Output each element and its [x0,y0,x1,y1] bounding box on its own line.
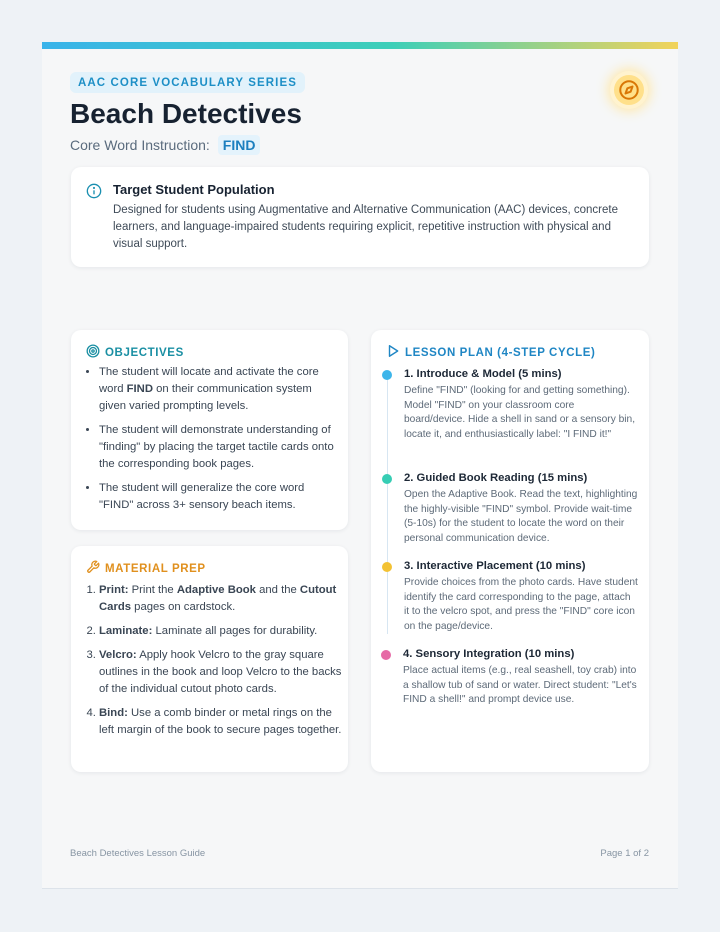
subtitle [70,135,260,155]
step-title: 4. Sensory Integration (10 mins) [403,648,575,660]
lesson-header [386,344,595,361]
objectives-heading: OBJECTIVES [105,346,184,359]
objective-item: • The student will demonstrate understanding of "finding" by placing the target tactile cards onto the corresponding book pages. [99,422,339,473]
material-list [84,582,344,746]
target-icon [86,344,105,361]
step-title: 1. Introduce & Model (5 mins) [404,368,562,380]
compass-icon [614,75,644,105]
material-item: 4. Bind: Use a comb binder or metal rings on the left margin of the book to secure pages together. [99,705,344,739]
lesson-page [42,42,678,889]
step-dot [381,650,391,660]
material-item: 2. Laminate: Laminate all pages for durability. [99,623,344,640]
objectives-list [84,364,339,521]
step-dot [382,474,392,484]
play-icon [386,344,405,361]
series-badge: AAC CORE VOCABULARY SERIES [70,72,305,93]
core-word-badge: FIND [218,135,261,155]
target-heading: Target Student Population [113,182,275,197]
material-header [86,560,206,577]
objectives-card [71,330,348,530]
step-text: Open the Adaptive Book. Read the text, highlighting the highly-visible "FIND" symbol. Provide wait-time (5-10s) for the student to locate the word on their personal communication device. [404,489,638,544]
info-icon [86,183,102,204]
target-body: Designed for students using Augmentative and Alternative Communication (AAC) devices, concrete learners, and language-impaired students requiring explicit, repetitive instruction with physical and visual support. [113,204,618,250]
objectives-header [86,344,184,361]
material-item: 3. Velcro: Apply hook Velcro to the gray square outlines in the book and loop Velcro to the backs of the individual cutout photo cards. [99,647,344,698]
step-text: Provide choices from the photo cards. Have student identify the card corresponding to the page, attach it to the velcro spot, and press the "FIND" core icon on the page/device. [404,577,638,632]
timeline-line [387,374,388,634]
objective-item: • The student will generalize the core word "FIND" across 3+ sensory beach items. [99,480,339,514]
footer-guide-title: Beach Detectives Lesson Guide [70,848,206,859]
subtitle-prefix: Core Word Instruction: [70,137,210,153]
material-heading: MATERIAL PREP [105,562,206,575]
lesson-heading: LESSON PLAN (4-STEP CYCLE) [405,346,596,359]
gradient-top-bar [42,42,678,49]
step-dot [382,370,392,380]
lesson-plan-card [371,330,649,772]
objective-item: • The student will locate and activate the core word FIND on their communication system given varied prompting levels. [99,364,339,415]
wrench-icon [86,560,105,577]
target-population-card [71,167,649,267]
page-title: Beach Detectives [70,98,302,129]
step-dot [382,562,392,572]
material-prep-card [71,546,348,772]
material-item: 1. Print: Print the Adaptive Book and the Cutout Cards pages on cardstock. [99,582,344,616]
footer-page-number: Page 1 of 2 [600,848,649,859]
step-title: 3. Interactive Placement (10 mins) [404,560,586,572]
step-text: Place actual items (e.g., real seashell, toy crab) into a shallow tub of sand or water. Direct student: "Let's FIND a shell!" and prompt device use. [403,665,637,705]
step-text: Define "FIND" (looking for and getting something). Model "FIND" on your classroom core board/device. Hide a shell in sand or a sensory bin, locate it, and enthusiastically label: "I FIND it!" [404,385,636,440]
step-title: 2. Guided Book Reading (15 mins) [404,472,588,484]
